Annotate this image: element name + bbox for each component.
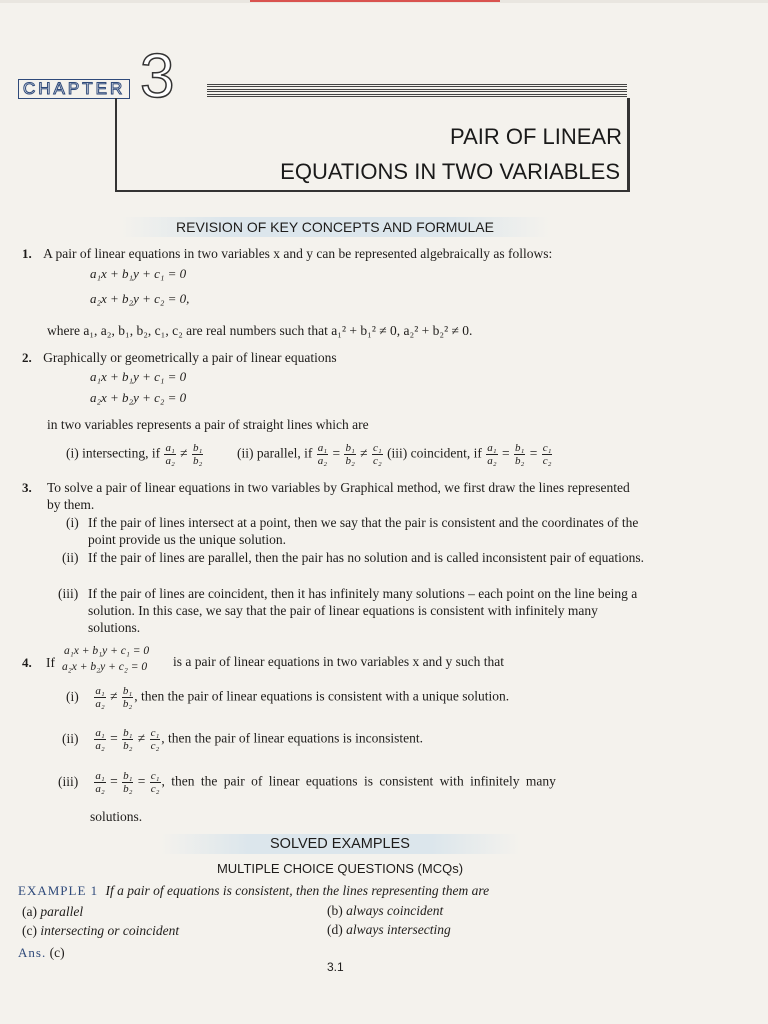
fraction-b1-b2: $\frac{\text{b₁}}{\text{b₂}}$ bbox=[514, 442, 525, 467]
page-number: 3.1 bbox=[327, 960, 344, 974]
fraction-b1-b2: $\frac{\text{b₁}}{\text{b₂}}$ bbox=[345, 442, 355, 467]
option-c-text: intersecting or coincident bbox=[40, 923, 180, 938]
fraction-b1-b2: $\frac{\text{b₁}}{\text{b₂}}$ bbox=[192, 442, 203, 467]
item-2-options bbox=[66, 442, 553, 467]
item-3 bbox=[22, 479, 642, 513]
item-3-sub-3-label: (iii) bbox=[58, 586, 79, 601]
answer-label: Ans. bbox=[18, 945, 47, 960]
item-4-text: is a pair of linear equations in two variables x and y such that bbox=[173, 654, 505, 669]
item-2-opt-2: (ii) parallel, if bbox=[237, 445, 313, 461]
chapter-number: 3 bbox=[140, 42, 175, 111]
item-4-sub-3-continued: solutions. bbox=[90, 809, 143, 824]
item-1-eq-2: a₂x + b₂y + c₂ = 0, bbox=[90, 291, 190, 306]
fraction-b1-b2: $\frac{\text{b₁}}{\text{b₂}}$ bbox=[122, 685, 133, 710]
equal-sign: = bbox=[137, 773, 146, 789]
item-2-text-2: in two variables represents a pair of straight lines which are bbox=[47, 417, 369, 432]
item-3-number: 3. bbox=[22, 480, 32, 495]
item-1-where: where a₁, a₂, b₁, b₂, c₁, c₂ are real numbers such that a₁² + b₁² ≠ 0, a₂² + b₂² ≠ 0. bbox=[47, 323, 473, 338]
not-equal-sign: ≠ bbox=[137, 730, 146, 746]
fraction-c1-c2: $\frac{\text{c₁}}{\text{c₂}}$ bbox=[542, 442, 552, 467]
item-4-sub-3-label: (iii) bbox=[58, 773, 79, 789]
item-4-sub-2 bbox=[62, 727, 423, 752]
item-4-sub-1-label: (i) bbox=[66, 688, 79, 704]
example-1-question bbox=[18, 882, 489, 899]
fraction-a1-a2: $\frac{\text{a₁}}{\text{a₂}}$ bbox=[95, 770, 105, 795]
option-d-text: always intersecting bbox=[346, 922, 451, 937]
header-rule-3 bbox=[207, 94, 627, 97]
option-a bbox=[22, 903, 83, 920]
option-c bbox=[22, 922, 179, 939]
equal-sign: = bbox=[529, 445, 538, 461]
item-3-sub-1 bbox=[66, 514, 644, 548]
item-4-number: 4. bbox=[22, 655, 32, 670]
not-equal-sign: ≠ bbox=[110, 688, 118, 704]
item-4-eq-1: a₁x + b₁y + c₁ = 0 bbox=[64, 645, 150, 657]
item-4-if: If bbox=[46, 655, 55, 670]
item-3-sub-3-text: If the pair of lines are coincident, then it has infinitely many solutions – each point on the line being a solution. In this case, we say that the pair of linear equations is consistent with infinitely many solutions. bbox=[88, 586, 638, 635]
fraction-a1-a2: $\frac{\text{a₁}}{\text{a₂}}$ bbox=[95, 685, 105, 710]
chapter-title-line-1: PAIR OF LINEAR bbox=[450, 124, 622, 149]
item-2-opt-1: (i) intersecting, if bbox=[66, 445, 161, 461]
option-d bbox=[327, 921, 451, 938]
equal-sign: = bbox=[332, 445, 341, 461]
header-rule-2 bbox=[207, 89, 627, 92]
mcq-subheading: MULTIPLE CHOICE QUESTIONS (MCQs) bbox=[216, 861, 464, 876]
not-equal-sign: ≠ bbox=[360, 445, 368, 461]
item-3-sub-1-text: If the pair of lines intersect at a point, then we say that the pair is consistent and the coordinates of the point provide us the unique solution. bbox=[88, 515, 639, 547]
answer bbox=[18, 944, 65, 961]
item-4-sub-3 bbox=[58, 770, 648, 795]
item-2-eq-2: a₂x + b₂y + c₂ = 0 bbox=[90, 390, 187, 405]
item-3-sub-3 bbox=[58, 585, 644, 636]
item-2-number: 2. bbox=[22, 350, 32, 365]
option-c-label: (c) bbox=[22, 923, 37, 938]
item-1-number: 1. bbox=[22, 246, 32, 261]
item-4-sub-1 bbox=[66, 685, 509, 710]
option-b-text: always coincident bbox=[346, 903, 444, 918]
solved-examples-heading: SOLVED EXAMPLES bbox=[160, 834, 520, 854]
item-3-sub-1-label: (i) bbox=[66, 515, 79, 530]
item-4-sub-1-text: , then the pair of linear equations is consistent with a unique solution. bbox=[134, 688, 510, 704]
fraction-c1-c2: $\frac{\text{c₁}}{\text{c₂}}$ bbox=[150, 727, 160, 752]
item-4-eq-2: a₂x + b₂y + c₂ = 0 bbox=[62, 661, 148, 673]
fraction-b1-b2: $\frac{\text{b₁}}{\text{b₂}}$ bbox=[123, 770, 133, 795]
item-1-eq-1: a₁x + b₁y + c₁ = 0 bbox=[90, 266, 187, 281]
example-question-text: If a pair of equations is consistent, then the lines representing them are bbox=[105, 883, 490, 898]
item-3-sub-2-text: If the pair of lines are parallel, then the pair has no solution and is called inconsistent pair of equations. bbox=[88, 550, 644, 565]
equal-sign: = bbox=[110, 773, 118, 789]
item-3-sub-2-label: (ii) bbox=[62, 550, 79, 565]
not-equal-sign: ≠ bbox=[180, 445, 188, 461]
chapter-word: CHAPTER bbox=[18, 79, 130, 99]
answer-value: (c) bbox=[49, 945, 65, 960]
equal-sign: = bbox=[110, 730, 118, 746]
header-rule-1 bbox=[207, 84, 627, 87]
revision-heading: REVISION OF KEY CONCEPTS AND FORMULAE bbox=[120, 217, 550, 237]
fraction-a1-a2: $\frac{\text{a₁}}{\text{a₂}}$ bbox=[165, 442, 175, 467]
option-a-label: (a) bbox=[22, 904, 37, 919]
option-d-label: (d) bbox=[327, 922, 343, 937]
item-3-sub-2 bbox=[62, 549, 644, 566]
item-2-opt-3: (iii) coincident, if bbox=[387, 445, 482, 461]
example-label: EXAMPLE 1 bbox=[18, 883, 99, 898]
item-2-eq-1: a₁x + b₁y + c₁ = 0 bbox=[90, 369, 187, 384]
chapter-label bbox=[18, 78, 130, 100]
option-b bbox=[327, 902, 443, 919]
chapter-title-line-2: EQUATIONS IN TWO VARIABLES bbox=[280, 159, 620, 184]
item-1 bbox=[22, 245, 642, 262]
option-b-label: (b) bbox=[327, 903, 343, 918]
item-4-sub-2-label: (ii) bbox=[62, 730, 79, 746]
fraction-c1-c2: $\frac{\text{c₁}}{\text{c₂}}$ bbox=[372, 442, 382, 467]
item-2 bbox=[22, 349, 642, 366]
option-a-text: parallel bbox=[40, 904, 84, 919]
item-1-text: A pair of linear equations in two variables x and y can be represented algebraically as follows: bbox=[43, 246, 553, 261]
item-4-sub-3-text: , then the pair of linear equations is consistent with infinitely many bbox=[161, 773, 556, 789]
equal-sign: = bbox=[501, 445, 510, 461]
item-3-text: To solve a pair of linear equations in two variables by Graphical method, we first draw the lines represented by them. bbox=[47, 480, 630, 512]
fraction-c1-c2: $\frac{\text{c₁}}{\text{c₂}}$ bbox=[150, 770, 160, 795]
item-2-text: Graphically or geometrically a pair of linear equations bbox=[43, 350, 337, 365]
fraction-b1-b2: $\frac{\text{b₁}}{\text{b₂}}$ bbox=[123, 727, 133, 752]
fraction-a1-a2: $\frac{\text{a₁}}{\text{a₂}}$ bbox=[95, 727, 105, 752]
item-4-sub-2-text: , then the pair of linear equations is inconsistent. bbox=[161, 730, 423, 746]
top-red-rule bbox=[250, 0, 500, 2]
fraction-a1-a2: $\frac{\text{a₁}}{\text{a₂}}$ bbox=[487, 442, 497, 467]
fraction-a1-a2: $\frac{\text{a₁}}{\text{a₂}}$ bbox=[317, 442, 328, 467]
